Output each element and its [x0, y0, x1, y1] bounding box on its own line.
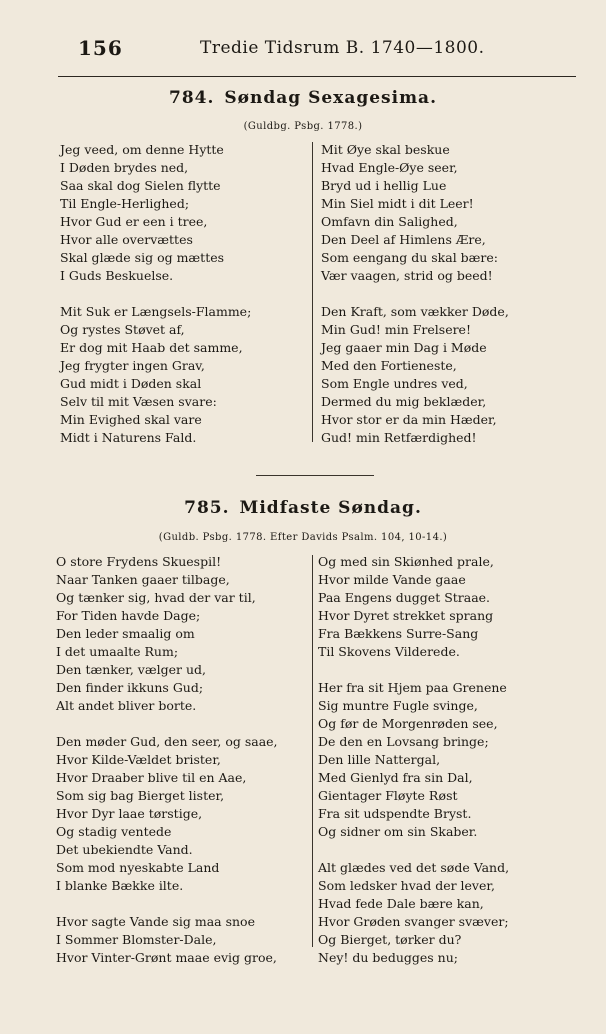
verse-line: Som ledsker hvad der lever,	[318, 878, 495, 893]
stanza-gap	[56, 715, 278, 733]
verse-line: Som eengang du skal bære:	[321, 250, 499, 265]
verse-line: Og før de Morgenrøden see,	[318, 716, 498, 731]
verse-line: Vær vaagen, strid og beed!	[321, 268, 493, 283]
stanza-gap	[60, 285, 251, 303]
verse-line: I det umaalte Rum;	[56, 644, 179, 659]
hymn-784-verse-1	[60, 141, 251, 285]
verse-line: Mit Øye skal beskue	[321, 142, 450, 157]
hymn-785-number: 785.	[184, 498, 230, 518]
hymn-784-right-column	[321, 141, 509, 447]
verse-line: Dermed du mig beklæder,	[321, 394, 487, 409]
verse-line: I Døden brydes ned,	[60, 160, 189, 175]
verse-line: Mit Suk er Længsels-Flamme;	[60, 304, 252, 319]
verse-line: Fra Bækkens Surre-Sang	[318, 626, 479, 641]
hymn-784-verse-3	[321, 141, 509, 285]
header-rule	[58, 76, 576, 77]
verse-line: Selv til mit Væsen svare:	[60, 394, 217, 409]
verse-line: I Sommer Blomster-Dale,	[56, 932, 217, 947]
verse-line: Det ubekiendte Vand.	[56, 842, 193, 857]
verse-line: Hvor Grøden svanger svæver;	[318, 914, 509, 929]
verse-line: Hvad Engle-Øye seer,	[321, 160, 458, 175]
hymn-785-title-text: Midfaste Søndag.	[239, 498, 422, 518]
verse-line: Hvad fede Dale bære kan,	[318, 896, 484, 911]
verse-line: Den finder ikkuns Gud;	[56, 680, 204, 695]
hymn-784-title-text: Søndag Sexagesima.	[224, 88, 437, 108]
verse-line: Den tænker, vælger ud,	[56, 662, 206, 677]
verse-line: Til Engle-Herlighed;	[60, 196, 190, 211]
verse-line: Saa skal dog Sielen flytte	[60, 178, 221, 193]
verse-line: Hvor Dyr laae tørstige,	[56, 806, 203, 821]
verse-line: I Guds Beskuelse.	[60, 268, 174, 283]
verse-line: Den Kraft, som vækker Døde,	[321, 304, 509, 319]
section-divider	[256, 475, 374, 476]
page-number: 156	[78, 36, 123, 60]
verse-line: Hvor alle overvættes	[60, 232, 193, 247]
verse-line: Min Siel midt i dit Leer!	[321, 196, 474, 211]
verse-line: Skal glæde sig og mættes	[60, 250, 225, 265]
verse-line: Min Gud! min Frelsere!	[321, 322, 471, 337]
hymn-785-verse-4	[318, 679, 509, 841]
verse-line: Hvor Vinter-Grønt maae evig groe,	[56, 950, 277, 965]
hymn-785-title	[0, 498, 606, 518]
verse-line: Omfavn din Salighed,	[321, 214, 458, 229]
hymn-785-left-column	[56, 553, 278, 967]
hymn-784-source: (Guldbg. Psbg. 1778.)	[243, 121, 363, 132]
verse-line: For Tiden havde Dage;	[56, 608, 201, 623]
verse-line: Den Deel af Himlens Ære,	[321, 232, 486, 247]
hymn-784-column-divider	[312, 142, 313, 442]
verse-line: Til Skovens Vilderede.	[318, 644, 460, 659]
verse-line: Som sig bag Bierget lister,	[56, 788, 225, 803]
hymn-784-verse-4	[321, 303, 509, 447]
hymn-785-column-divider	[312, 555, 313, 947]
verse-line: Jeg gaaer min Dag i Møde	[321, 340, 487, 355]
hymn-785-verse-5	[318, 859, 509, 967]
verse-line: Alt glædes ved det søde Vand,	[318, 860, 510, 875]
hymn-785-verse-1-cont	[318, 553, 509, 661]
verse-line: Med den Fortieneste,	[321, 358, 457, 373]
verse-line: I blanke Bække ilte.	[56, 878, 184, 893]
verse-line: Og med sin Skiønhed prale,	[318, 554, 494, 569]
hymn-784-number: 784.	[169, 88, 215, 108]
verse-line: Hvor stor er da min Hæder,	[321, 412, 497, 427]
verse-line: O store Frydens Skuespil!	[56, 554, 222, 569]
stanza-gap	[318, 841, 509, 859]
stanza-gap	[56, 895, 278, 913]
verse-line: Bryd ud i hellig Lue	[321, 178, 447, 193]
verse-line: Fra sit udspendte Bryst.	[318, 806, 472, 821]
verse-line: Den møder Gud, den seer, og saae,	[56, 734, 278, 749]
verse-line: Den lille Nattergal,	[318, 752, 441, 767]
verse-line: Hvor sagte Vande sig maa snoe	[56, 914, 255, 929]
verse-line: Er dog mit Haab det samme,	[60, 340, 243, 355]
verse-line: Som Engle undres ved,	[321, 376, 468, 391]
verse-line: Hvor Draaber blive til en Aae,	[56, 770, 247, 785]
verse-line: Gientager Fløyte Røst	[318, 788, 458, 803]
verse-line: De den en Lovsang bringe;	[318, 734, 489, 749]
hymn-785-verse-2	[56, 733, 278, 895]
hymn-784-verse-2	[60, 303, 251, 447]
verse-line: Hvor Dyret strekket sprang	[318, 608, 494, 623]
verse-line: Jeg frygter ingen Grav,	[60, 358, 205, 373]
hymn-785-verse-3	[56, 913, 278, 967]
verse-line: Her fra sit Hjem paa Grenene	[318, 680, 507, 695]
hymn-785-right-column	[318, 553, 509, 967]
hymn-784-title	[0, 88, 606, 108]
hymn-784-left-column	[60, 141, 251, 447]
verse-line: Gud! min Retfærdighed!	[321, 430, 477, 445]
verse-line: Og sidner om sin Skaber.	[318, 824, 478, 839]
verse-line: Hvor Kilde-Vældet brister,	[56, 752, 221, 767]
verse-line: Ney! du bedugges nu;	[318, 950, 458, 965]
verse-line: Og tænker sig, hvad der var til,	[56, 590, 256, 605]
stanza-gap	[321, 285, 509, 303]
verse-line: Den leder smaalig om	[56, 626, 195, 641]
hymn-785-verse-1	[56, 553, 278, 715]
verse-line: Paa Engens dugget Straae.	[318, 590, 491, 605]
verse-line: Gud midt i Døden skal	[60, 376, 202, 391]
verse-line: Med Gienlyd fra sin Dal,	[318, 770, 473, 785]
verse-line: Hvor Gud er een i tree,	[60, 214, 208, 229]
verse-line: Midt i Naturens Fald.	[60, 430, 197, 445]
verse-line: Naar Tanken gaaer tilbage,	[56, 572, 230, 587]
running-head: Tredie Tidsrum B. 1740—1800.	[200, 38, 485, 58]
hymn-785-source: (Guldb. Psbg. 1778. Efter Davids Psalm. 104, 10-14.)	[158, 532, 448, 543]
verse-line: Alt andet bliver borte.	[56, 698, 197, 713]
verse-line: Hvor milde Vande gaae	[318, 572, 466, 587]
page-header	[78, 36, 538, 66]
verse-line: Sig muntre Fugle svinge,	[318, 698, 478, 713]
verse-line: Jeg veed, om denne Hytte	[60, 142, 224, 157]
verse-line: Og stadig ventede	[56, 824, 172, 839]
verse-line: Som mod nyeskabte Land	[56, 860, 220, 875]
verse-line: Og Bierget, tørker du?	[318, 932, 462, 947]
verse-line: Og rystes Støvet af,	[60, 322, 185, 337]
stanza-gap	[318, 661, 509, 679]
verse-line: Min Evighed skal vare	[60, 412, 202, 427]
